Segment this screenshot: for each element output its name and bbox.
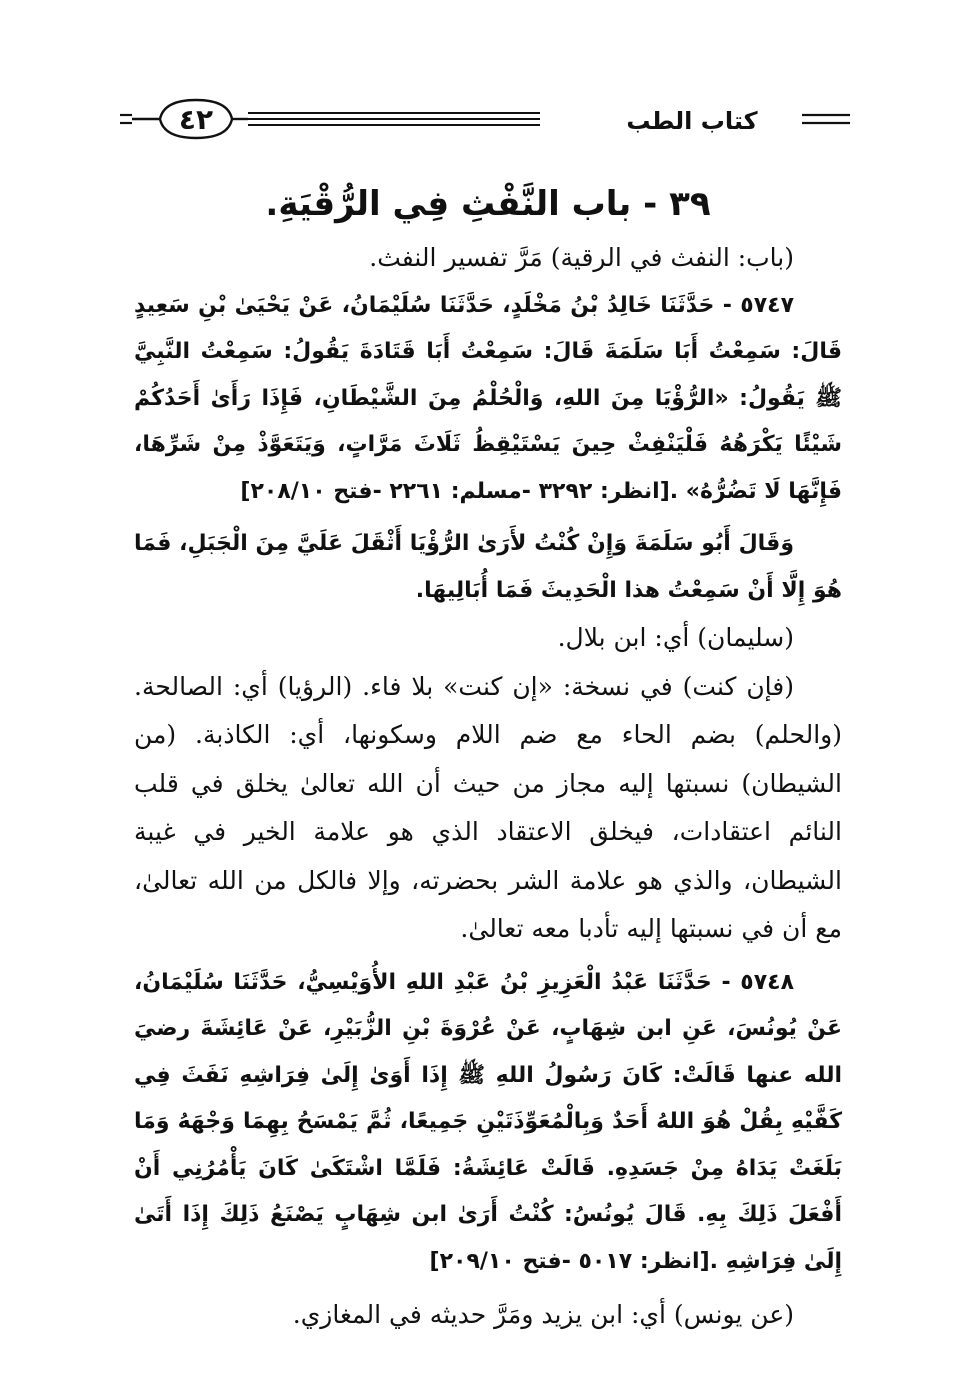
page-number: ٤٢ [178, 103, 214, 136]
running-title: كتاب الطب [602, 104, 782, 138]
page-body [134, 178, 842, 1340]
commentary-paragraph: (فإن كنت) في نسخة: «إن كنت» بلا فاء. (الرؤيا) أي: الصالحة. (والحلم) بضم الحاء مع ضم اللام وسكونها، أي: الكاذبة. (من الشيطان) نسبتها إليه مجاز من حيث أن الله تعالىٰ يخلق في قلب النائم اعتقادات، فيخلق الاعتقاد الذي هو علامة الخير في غيبة الشيطان، والذي هو علامة الشر بحضرته، وإلا فالكل من الله تعالىٰ، مع أن في نسبتها إليه تأدبا معه تعالىٰ. [134, 671, 842, 943]
commentary-paragraph: (عن يونس) أي: ابن يزيد ومَرَّ حديثه في المغازي. [292, 1300, 794, 1329]
chapter-title: ٣٩ - باب النَّفْثِ فِي الرُّقْيَةِ. [265, 184, 711, 224]
page-header [120, 96, 850, 146]
hadith-paragraph: ٥٧٤٧ - حَدَّثَنَا خَالِدُ بْنُ مَخْلَدٍ، حَدَّثَنَا سُلَيْمَانُ، عَنْ يَحْيَىٰ بْنِ سَعِيدٍ قَالَ: سَمِعْتُ أَبَا سَلَمَةَ قَالَ: سَمِعْتُ أَبَا قَتَادَةَ يَقُولُ: سَمِعْتُ النَّبِيَّ ﷺ يَقُولُ: «الرُّؤْيَا مِنَ اللهِ، وَالْحُلْمُ مِنَ الشَّيْطَانِ، فَإِذَا رَأَىٰ أَحَدُكُمْ شَيْئًا يَكْرَهُهُ فَلْيَنْفِثْ حِينَ يَسْتَيْقِظُ ثَلَاثَ مَرَّاتٍ، وَيَتَعَوَّذْ مِنْ شَرِّهَا، فَإِنَّهَا لَا تَضُرُّهُ» .[انظر: ٣٢٩٢ -مسلم: ٢٢٦١ -فتح ٢٠٨/١٠] [134, 292, 842, 504]
commentary-paragraph: (سليمان) أي: ابن بلال. [557, 623, 794, 652]
hadith-continuation-paragraph: وَقَالَ أَبُو سَلَمَةَ وَإِنْ كُنْتُ لأَرَىٰ الرُّؤْيَا أَثْقَلَ عَلَيَّ مِنَ الْجَبَلِ، فَمَا هُوَ إِلَّا أَنْ سَمِعْتُ هذا الْحَدِيثَ فَمَا أُبَالِيهَا. [134, 531, 842, 603]
hadith-paragraph: ٥٧٤٨ - حَدَّثَنَا عَبْدُ الْعَزِيزِ بْنُ عَبْدِ اللهِ الأُوَيْسِيُّ، حَدَّثَنَا سُلَيْمَانُ، عَنْ يُونُسَ، عَنِ ابن شِهَابٍ، عَنْ عُرْوَةَ بْنِ الزُّبَيْرِ، عَنْ عَائِشَةَ رضيَ الله عنها قَالَتْ: كَانَ رَسُولُ اللهِ ﷺ إِذَا أَوَىٰ إِلَىٰ فِرَاشِهِ نَفَثَ فِي كَفَّيْهِ بِقُلْ هُوَ اللهُ أَحَدٌ وَبِالْمُعَوِّذَتَيْنِ جَمِيعًا، ثُمَّ يَمْسَحُ بِهِمَا وَجْهَهُ وَمَا بَلَغَتْ يَدَاهُ مِنْ جَسَدِهِ. قَالَتْ عَائِشَةُ: فَلَمَّا اشْتَكَىٰ كَانَ يَأْمُرُنِي أَنْ أَفْعَلَ ذَلِكَ بِهِ. قَالَ يُونُسُ: كُنْتُ أَرَىٰ ابن شِهَابٍ يَصْنَعُ ذَلِكَ إِذَا أَتَىٰ إِلَىٰ فِرَاشِهِ .[انظر: ٥٠١٧ -فتح ٢٠٩/١٠] [134, 969, 842, 1274]
commentary-paragraph: (باب: النفث في الرقية) مَرَّ تفسير النفث. [369, 243, 794, 272]
